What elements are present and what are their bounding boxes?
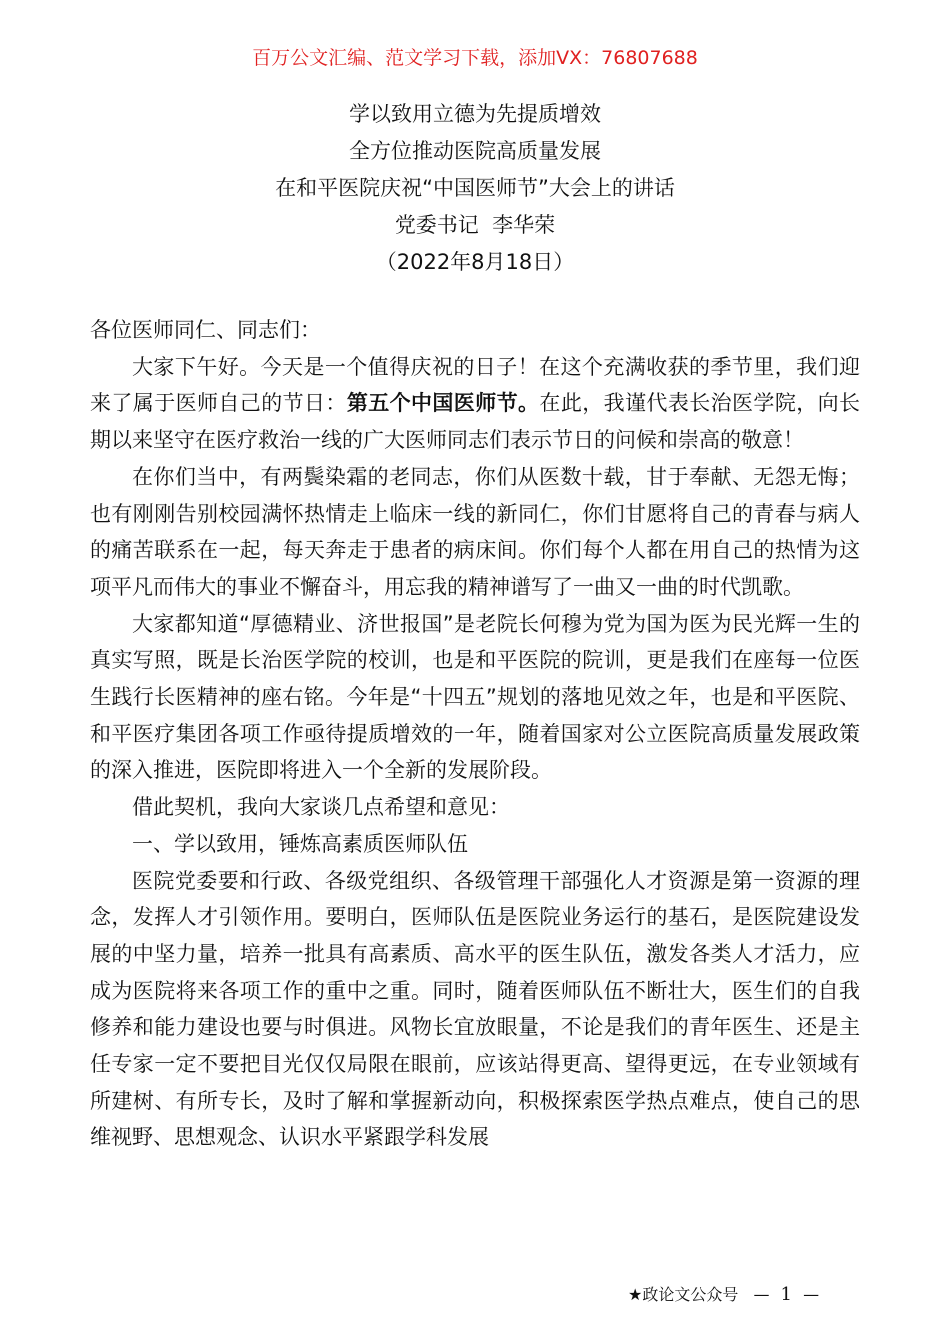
paragraph-1-text-a: 大家下午好。今天是一个值得庆祝的日子！在这个充满收获的季节里，我们迎来了属于医师自己的节日： [90, 354, 860, 416]
download-notice: 百万公文汇编、范文学习下载，添加VX：76807688 [252, 47, 698, 69]
page-number: 1 [780, 1284, 792, 1305]
salutation: 各位医师同仁、同志们： [90, 318, 321, 342]
speech-body [90, 312, 860, 1156]
paragraph-2: 在你们当中，有两鬓染霜的老同志，你们从医数十载，甘于奉献、无怨无悔；也有刚刚告别校园满怀热情走上临床一线的新同仁，你们甘愿将自己的青春与病人的痛苦联系在一起，每天奔走于患者的病床间。你们每个人都在用自己的热情为这项平凡而伟大的事业不懈奋斗，用忘我的精神谱写了一曲又一曲的时代凯歌。 [90, 464, 860, 599]
footer-dash-left: — [753, 1285, 770, 1304]
paragraph-1 [90, 349, 860, 459]
paragraph-1-text-b: 在此，我谨代表长治医学院，向长期以来坚守在医疗救治一线的广大医师同志们表示节日的问候和崇高的敬意！ [90, 391, 861, 453]
paragraph-1-bold: 第五个中国医师节。 [346, 391, 540, 416]
paragraph-5: 医院党委要和行政、各级党组织、各级管理干部强化人才资源是第一资源的理念，发挥人才引领作用。要明白，医师队伍是医院业务运行的基石，是医院建设发展的中坚力量，培养一批具有高素质、高水平的医生队伍，激发各类人才活力，应成为医院将来各项工作的重中之重。同时，随着医师队伍不断壮大，医生们的自我修养和能力建设也要与时俱进。风物长宜放眼量，不论是我们的青年医生、还是主任专家一定不要把目光仅仅局限在眼前，应该站得更高、望得更远，在专业领域有所建树、有所专长，及时了解和掌握新动向，积极探索医学热点难点，使自己的思维视野、思想观念、认识水平紧跟学科发展 [90, 868, 860, 1150]
subtitle: 全方位推动医院高质量发展 [349, 139, 601, 163]
occasion-line: 在和平医院庆祝“中国医师节”大会上的讲话 [275, 176, 675, 200]
section-heading-1: 一、学以致用，锤炼高素质医师队伍 [132, 831, 468, 856]
author-line: 党委书记 李华荣 [394, 213, 556, 237]
main-title: 学以致用立德为先提质增效 [349, 102, 601, 126]
title-block [0, 96, 950, 281]
footer-source: ★政论文公众号 [628, 1285, 739, 1304]
paragraph-4: 借此契机，我向大家谈几点希望和意见： [132, 795, 510, 820]
paragraph-3: 大家都知道“厚德精业、济世报国”是老院长何穆为党为国为医为民光辉一生的真实写照，既是长治医学院的校训，也是和平医院的院训，更是我们在座每一位医生践行长医精神的座右铭。今年是“十四五”规划的落地见效之年，也是和平医院、和平医疗集团各项工作亟待提质增效的一年，随着国家对公立医院高质量发展政策的深入推进，医院即将进入一个全新的发展阶段。 [90, 611, 860, 783]
page-footer [628, 1282, 819, 1308]
date-line: （2022年8月18日） [375, 250, 575, 274]
footer-dash-right: — [803, 1285, 820, 1304]
